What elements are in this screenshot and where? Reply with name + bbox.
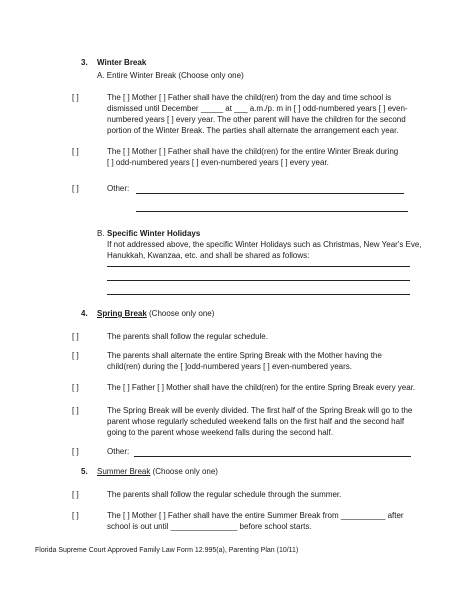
form-footer: Florida Supreme Court Approved Family Law Form 12.995(a), Parenting Plan (10/11) [35,547,299,554]
option-text: The [ ] Father [ ] Mother shall have the child(ren) for the entire Spring Break every year. [107,383,416,392]
fill-in-line[interactable] [136,193,404,194]
option-text: school is out until _______________ before school starts. [107,522,312,531]
option-text: The [ ] Mother [ ] Father shall have the child(ren) for the entire Winter Break during [107,147,399,156]
option-text: portion of the Winter Break. The parties shall alternate the arrangement each year. [107,126,399,135]
section-heading-summer [97,466,218,477]
fill-in-line[interactable] [107,294,410,295]
other-label: Other: [107,447,130,456]
fill-in-line[interactable] [107,266,410,267]
checkbox[interactable]: [ ] [72,93,79,102]
option-text: The parents shall follow the regular schedule. [107,332,268,341]
option-text: parent whose regularly scheduled weekend falls on the first half and the second half [107,417,405,426]
paragraph-text: Hanukkah, Kwanzaa, etc. and shall be shared as follows: [107,251,310,260]
checkbox[interactable]: [ ] [72,447,79,456]
checkbox[interactable]: [ ] [72,351,79,360]
fill-in-line[interactable] [107,280,410,281]
section-heading-winter: Winter Break [97,58,147,67]
heading-note: (Choose only one) [150,467,218,476]
option-text: going to the parent whose weekend falls during the second half. [107,428,333,437]
option-text: child(ren) during the [ ]odd-numbered years [ ] even-numbered years. [107,362,353,371]
option-text: dismissed until December _____ at ___ a.m./p. m in [ ] odd-numbered years [ ] even- [107,104,408,113]
option-text: The [ ] Mother [ ] Father shall have the entire Summer Break from __________ after [107,511,404,520]
paragraph-text: If not addressed above, the specific Winter Holidays such as Christmas, New Year's Eve, [107,240,422,249]
checkbox[interactable]: [ ] [72,511,79,520]
checkbox[interactable]: [ ] [72,147,79,156]
subsection-b-letter: B. [97,229,105,238]
section-number: 4. [81,309,88,318]
option-text: The [ ] Mother [ ] Father shall have the child(ren) from the day and time school is [107,93,392,102]
checkbox[interactable]: [ ] [72,184,79,193]
checkbox[interactable]: [ ] [72,383,79,392]
heading-title: Summer Break [97,467,151,476]
section-number: 5. [81,467,88,476]
option-text: The Spring Break will be evenly divided. The first half of the Spring Break will go to the [107,406,413,415]
subsection-b-heading: Specific Winter Holidays [107,229,201,238]
fill-in-line[interactable] [136,211,408,212]
option-text: numbered years [ ] every year. The other parent will have the children for the second [107,115,406,124]
heading-title: Spring Break [97,309,147,318]
option-text: The parents shall alternate the entire Spring Break with the Mother having the [107,351,382,360]
option-text: The parents shall follow the regular schedule through the summer. [107,490,342,499]
subsection-a-heading: A. Entire Winter Break (Choose only one) [97,71,244,80]
other-label: Other: [107,184,130,193]
fill-in-line[interactable] [134,456,411,457]
checkbox[interactable]: [ ] [72,406,79,415]
section-heading-spring [97,308,214,319]
section-number: 3. [81,58,88,67]
option-text: [ ] odd-numbered years [ ] even-numbered years [ ] every year. [107,158,329,167]
checkbox[interactable]: [ ] [72,332,79,341]
checkbox[interactable]: [ ] [72,490,79,499]
heading-note: (Choose only one) [146,309,215,318]
